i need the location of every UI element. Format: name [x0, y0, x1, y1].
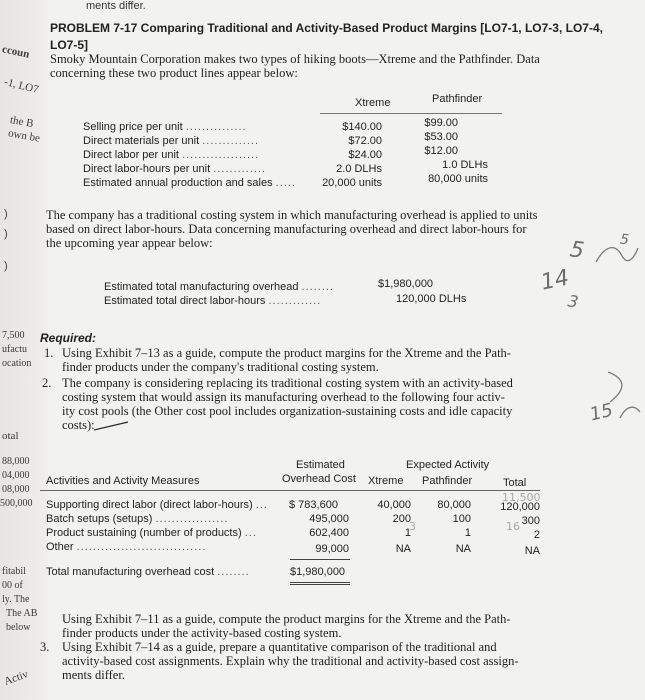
- table-row-label: Batch setups (setups) ..................: [46, 513, 229, 525]
- required-item-2-cont: costing system that would assign its manufacturing overhead to the following four activ-: [62, 390, 505, 404]
- edge-fragment: 04,000: [2, 470, 30, 481]
- required-item-2-cont: costs):: [62, 418, 95, 432]
- problem-title-cont: LO7-5]: [50, 38, 89, 52]
- edge-fragment: fitabil: [2, 566, 26, 577]
- item-number: 3.: [40, 640, 50, 654]
- header-rule: [320, 113, 502, 114]
- edge-fragment: 00 of: [2, 580, 23, 591]
- pathfinder-value: 1: [464, 527, 471, 539]
- total-value: 120,000: [500, 501, 540, 513]
- double-rule: [290, 582, 350, 583]
- xtreme-value: 1: [404, 527, 411, 539]
- overhead-label: Estimated total manufacturing overhead ........: [104, 281, 334, 293]
- xtreme-value: $72.00: [348, 135, 382, 147]
- pathfinder-value: 80,000: [437, 499, 471, 511]
- edge-fragment: Activ: [2, 668, 30, 688]
- double-rule: [290, 584, 350, 585]
- table-row-label: Selling price per unit ...............: [83, 121, 247, 133]
- col-xtreme-header: Xtreme: [355, 97, 391, 109]
- table-row-label: Direct materials per unit ..............: [83, 135, 260, 147]
- total-cost-value: $1,980,000: [290, 566, 346, 578]
- pen-stroke: [592, 240, 642, 270]
- table-row-label: Estimated annual production and sales .....: [83, 177, 296, 189]
- pathfinder-value: 1.0 DLHs: [442, 159, 488, 171]
- costing-text: The company has a traditional costing system in which manufacturing overhead is applied to units: [46, 208, 538, 222]
- edge-fragment: ufactu: [2, 344, 27, 355]
- required-item-1: Using Exhibit 7–13 as a guide, compute the product margins for the Xtreme and the Path-: [62, 346, 511, 360]
- costing-text: based on direct labor-hours. Data concerning manufacturing overhead and direct labor-hours for: [46, 222, 527, 236]
- item-number: 1.: [44, 346, 54, 360]
- sum-rule: [290, 559, 350, 560]
- cost-value: $ 783,600: [289, 499, 338, 511]
- table-row-label: Other ................................: [46, 541, 207, 553]
- edge-fragment: the B: [9, 114, 35, 130]
- total-value: 300: [521, 515, 540, 527]
- header-rule: [40, 490, 540, 491]
- problem-intro: Smoky Mountain Corporation makes two types of hiking boots—Xtreme and the Pathfinder. Data: [50, 52, 540, 66]
- margin-note: 14: [538, 265, 572, 296]
- head-pathfinder: Pathfinder: [422, 475, 473, 487]
- margin-note: 5: [568, 237, 586, 264]
- total-row-label: Total manufacturing overhead cost ........: [46, 566, 250, 578]
- head-xtreme: Xtreme: [368, 475, 404, 487]
- xtreme-value: 20,000 units: [322, 177, 382, 189]
- handwritten-mark: 16: [506, 520, 520, 533]
- total-value: NA: [524, 545, 540, 557]
- final-text: finder products under the activity-based costing system.: [62, 626, 342, 640]
- xtreme-value: $24.00: [348, 149, 382, 161]
- edge-fragment: ocation: [2, 358, 32, 369]
- pen-stroke: [92, 418, 132, 434]
- edge-fragment: below: [6, 622, 31, 633]
- required-item-3: Using Exhibit 7–14 as a guide, prepare a quantitative comparison of the traditional and: [62, 640, 497, 654]
- pathfinder-value: NA: [455, 543, 471, 555]
- cost-value: 99,000: [315, 543, 349, 555]
- edge-fragment: -1, LO7: [3, 75, 40, 97]
- overhead-value: $1,980,000: [378, 278, 434, 290]
- edge-mark: ): [4, 260, 8, 272]
- required-item-3-cont: ments differ.: [62, 668, 125, 682]
- table-row-label: Direct labor-hours per unit .............: [83, 163, 266, 175]
- problem-title: PROBLEM 7-17 Comparing Traditional and Activity-Based Product Margins [LO7-1, LO7-3, LO7-4,: [50, 21, 603, 35]
- xtreme-value: $140.00: [342, 121, 382, 133]
- overhead-value: 120,000 DLHs: [396, 293, 467, 305]
- edge-mark: ): [4, 208, 8, 220]
- pathfinder-value: 100: [452, 513, 471, 525]
- problem-intro-cont: concerning these two product lines appear below:: [50, 66, 298, 80]
- head-expected-activity: Expected Activity: [406, 459, 490, 471]
- xtreme-value: 200: [392, 513, 411, 525]
- cost-value: 602,400: [309, 527, 349, 539]
- xtreme-value: 2.0 DLHs: [336, 163, 382, 175]
- edge-fragment: ccoun: [1, 43, 31, 61]
- head-overhead-cost: Overhead Cost: [282, 473, 356, 485]
- margin-note: 3: [566, 291, 580, 312]
- head-total: Total: [503, 477, 527, 489]
- pathfinder-value: $12.00: [424, 145, 458, 157]
- overhead-label: Estimated total direct labor-hours .............: [104, 295, 322, 307]
- col-pathfinder-header: Pathfinder: [432, 93, 483, 105]
- edge-fragment: ly. The: [2, 594, 30, 605]
- table-row-label: Supporting direct labor (direct labor-hours) ...: [46, 499, 268, 511]
- pathfinder-value: $53.00: [424, 131, 458, 143]
- required-item-2-cont: ity cost pools (the Other cost pool includes organization-sustaining costs and idle capacity: [62, 404, 513, 418]
- edge-fragment: 08,000: [2, 484, 30, 495]
- header-fragment: ments differ.: [86, 0, 146, 12]
- pathfinder-value: $99.00: [424, 117, 458, 129]
- edge-fragment: 500,000: [0, 498, 33, 509]
- xtreme-value: 40,000: [377, 499, 411, 511]
- required-heading: Required:: [40, 331, 97, 345]
- final-text: Using Exhibit 7–11 as a guide, compute the product margins for the Xtreme and the Path-: [62, 612, 511, 626]
- required-item-3-cont: activity-based cost assignments. Explain why the traditional and activity-based cost assign-: [62, 654, 519, 668]
- margin-note: 5: [619, 231, 630, 249]
- edge-fragment: otal: [2, 430, 19, 442]
- pathfinder-value: 80,000 units: [428, 173, 488, 185]
- handwritten-mark: 11,500: [502, 491, 541, 504]
- edge-fragment: own be: [7, 127, 41, 145]
- cost-value: 495,000: [309, 513, 349, 525]
- edge-fragment: 88,000: [2, 456, 30, 467]
- margin-note: 15: [587, 399, 616, 426]
- costing-text: the upcoming year appear below:: [46, 236, 213, 250]
- pen-stroke: [616, 400, 644, 424]
- edge-fragment: 7,500: [2, 330, 25, 341]
- required-item-1-cont: finder products under the company's traditional costing system.: [62, 360, 379, 374]
- total-value: 2: [533, 529, 540, 541]
- edge-mark: ): [4, 228, 8, 240]
- table-row-label: Product sustaining (number of products) ...: [46, 527, 257, 539]
- edge-fragment: The AB: [6, 608, 38, 619]
- required-item-2: The company is considering replacing its traditional costing system with an activity-based: [62, 376, 513, 390]
- head-activity-measures: Activities and Activity Measures: [46, 475, 200, 487]
- xtreme-value: NA: [395, 543, 411, 555]
- table-row-label: Direct labor per unit ...................: [83, 149, 260, 161]
- head-estimated: Estimated: [296, 459, 345, 471]
- handwritten-mark: 3: [409, 520, 416, 533]
- item-number: 2.: [42, 376, 52, 390]
